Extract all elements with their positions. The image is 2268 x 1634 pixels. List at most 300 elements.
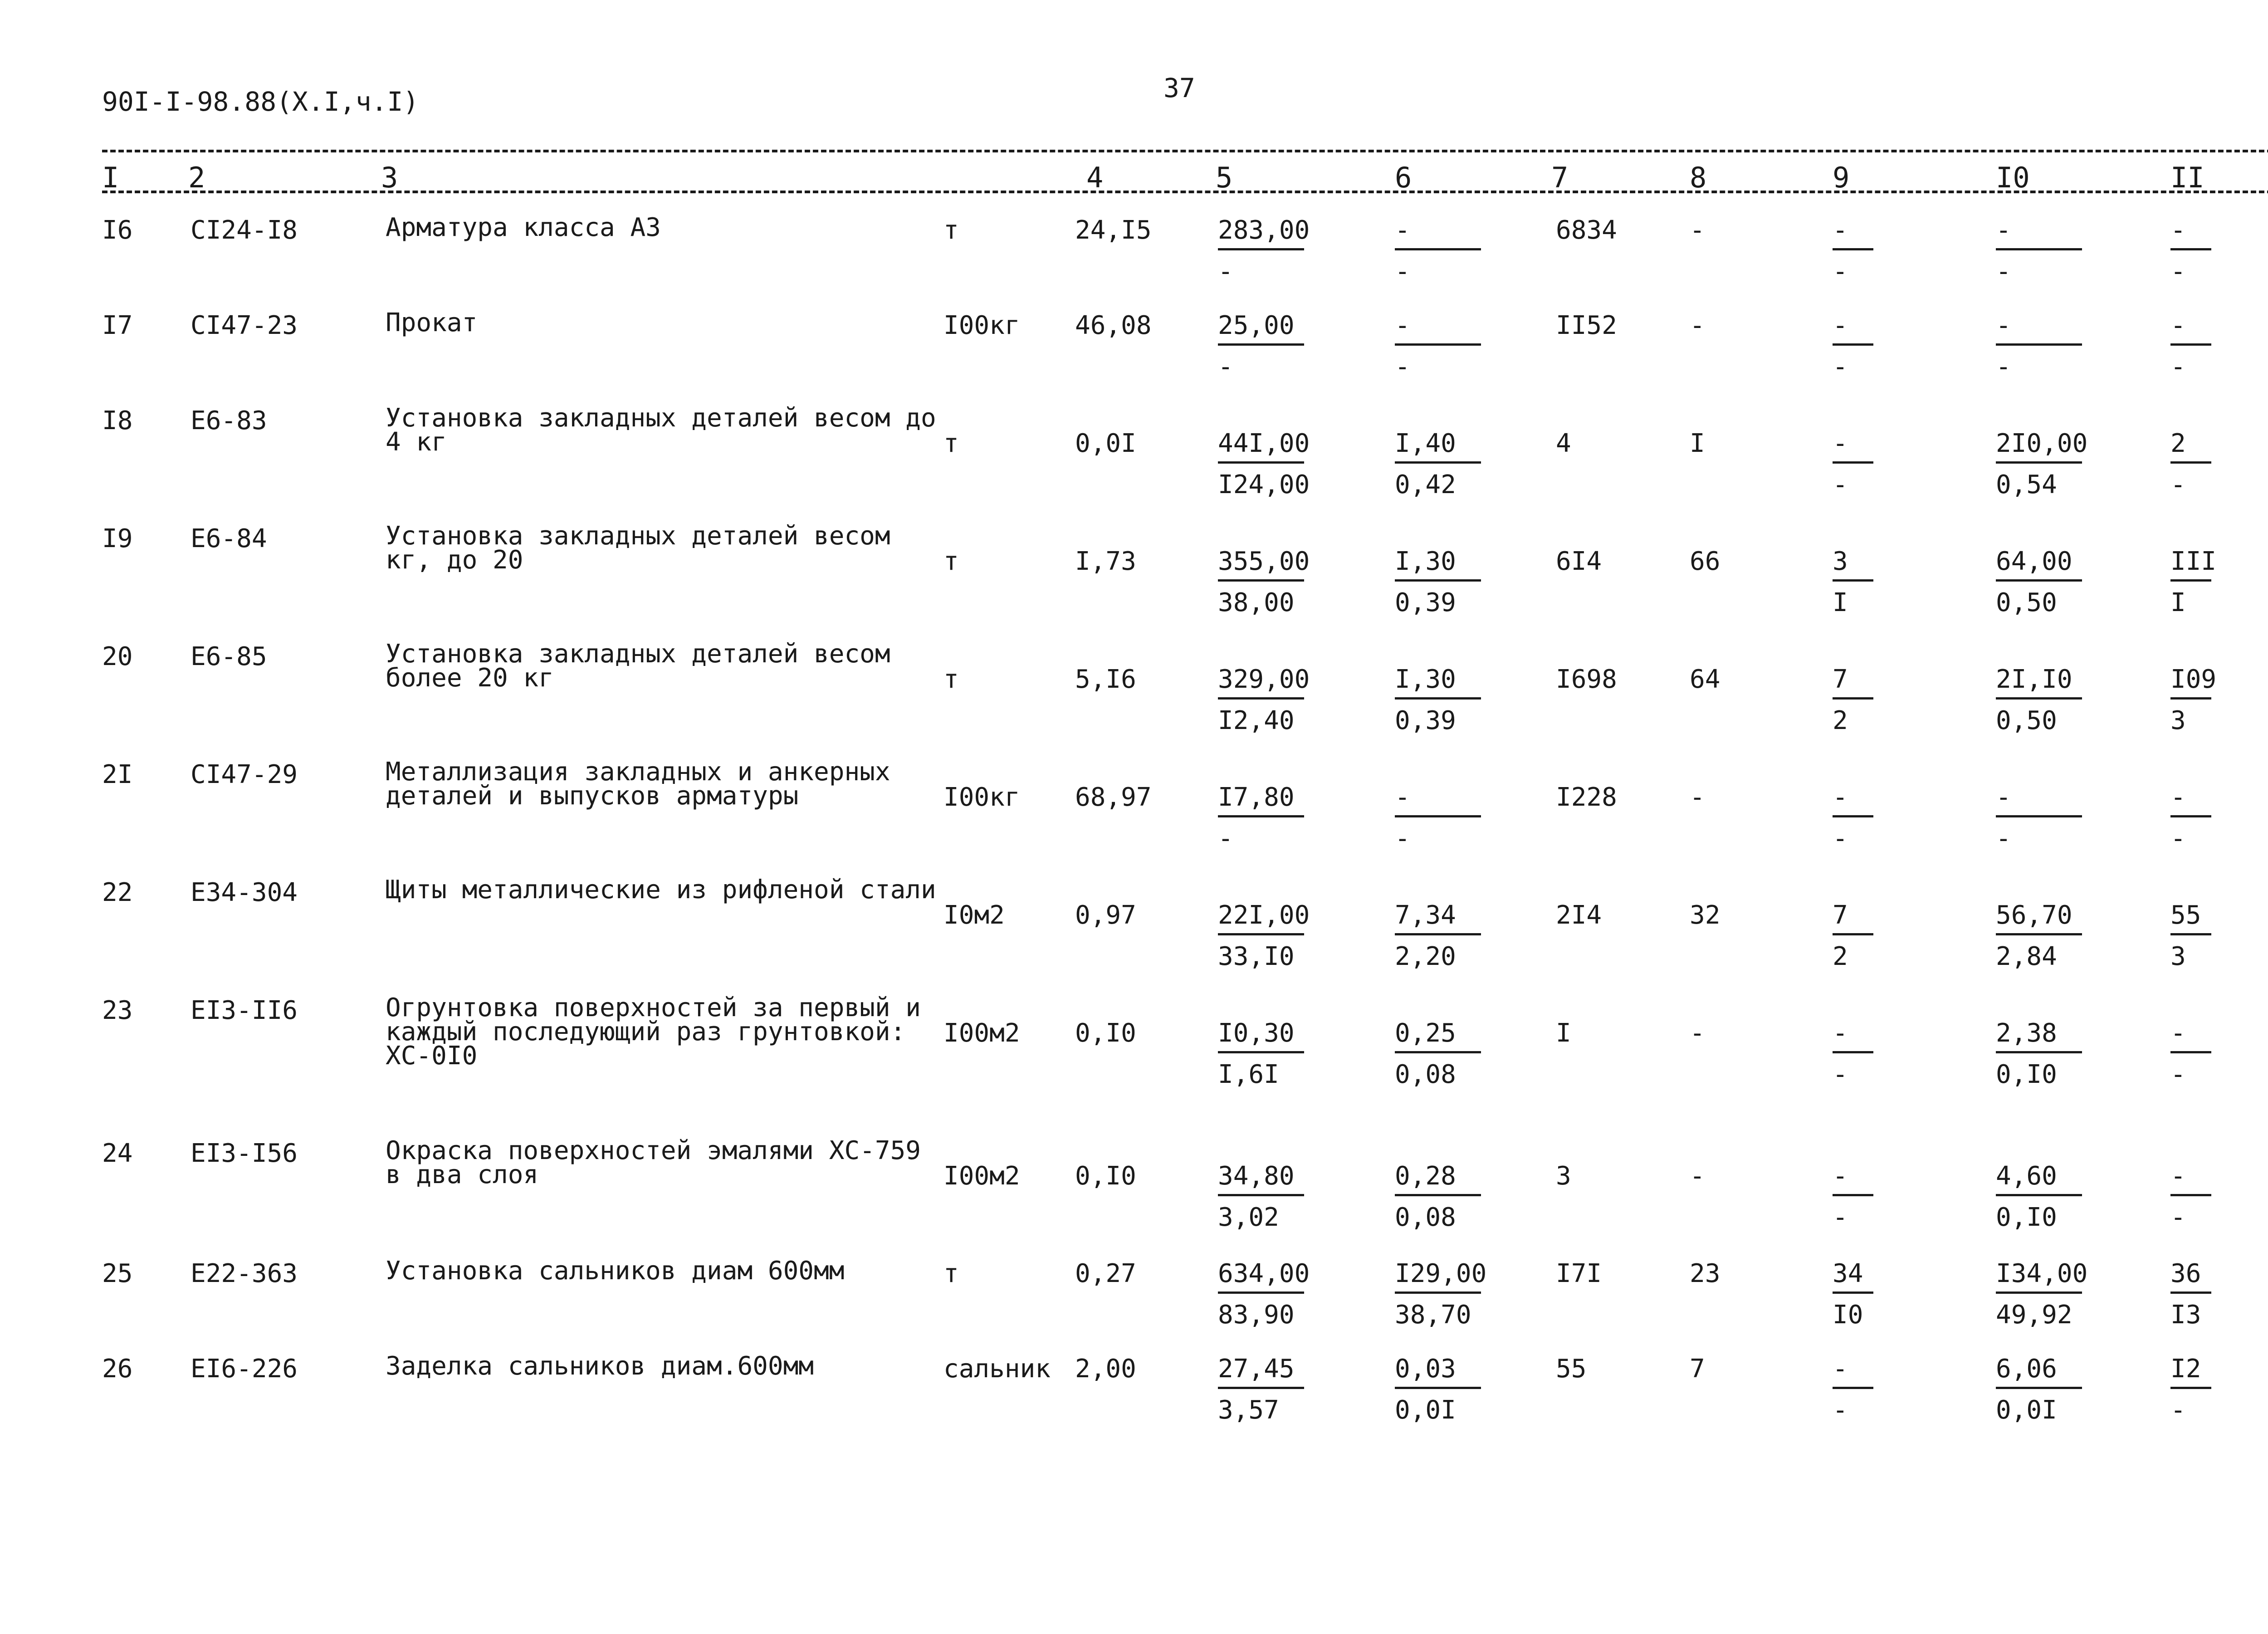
col-11-value-numerator: - (2170, 311, 2186, 340)
quantity: I,73 (1075, 547, 1136, 576)
col-6-value-denominator: 0,08 (1395, 1060, 1456, 1089)
col-6-value-denominator: - (1395, 824, 1410, 853)
header-col-11: II (2170, 161, 2204, 194)
fraction-bar (1395, 697, 1481, 700)
col-10-value (1996, 547, 2091, 616)
col-5-value-denominator: 3,57 (1218, 1395, 1279, 1425)
col-7-value: I7I (1556, 1259, 1602, 1288)
col-8-value: - (1690, 1161, 1705, 1191)
header-bottom-rule (102, 191, 2268, 193)
unit: т (943, 215, 959, 245)
col-6-value-numerator: 0,28 (1395, 1161, 1456, 1191)
unit: I0м2 (943, 900, 1005, 930)
col-11-value-denominator: - (2170, 352, 2186, 382)
unit: I00м2 (943, 1161, 1020, 1191)
col-5-value-numerator: 34,80 (1218, 1161, 1295, 1191)
fraction-bar (1218, 1292, 1304, 1294)
unit: т (943, 429, 959, 458)
col-9-value-numerator: 7 (1833, 665, 1848, 694)
col-6-value-denominator: 0,39 (1395, 588, 1456, 617)
col-9-value-denominator: - (1833, 1203, 1848, 1232)
fraction-bar (2170, 1387, 2211, 1389)
col-11-value-numerator: I09 (2170, 665, 2217, 694)
fraction-bar (1218, 933, 1304, 935)
unit: т (943, 547, 959, 576)
col-5-value-numerator: 283,00 (1218, 215, 1310, 245)
quantity: 0,I0 (1075, 1161, 1136, 1191)
col-7-value: 2I4 (1556, 900, 1602, 930)
col-10-value-denominator: 0,I0 (1996, 1203, 2057, 1232)
col-10-value-denominator: 2,84 (1996, 942, 2057, 971)
col-6-value (1395, 665, 1490, 734)
fraction-bar (1996, 1051, 2082, 1053)
col-7-value: I698 (1556, 665, 1617, 694)
col-9-value-denominator: 2 (1833, 706, 1848, 735)
col-11-value-numerator: - (2170, 1161, 2186, 1191)
col-8-value: I (1690, 429, 1705, 458)
col-5-value-numerator: 355,00 (1218, 547, 1310, 576)
col-9-value (1833, 783, 1878, 852)
fraction-bar (1395, 343, 1481, 346)
col-10-value-denominator: - (1996, 824, 2011, 853)
col-11-value-denominator: - (2170, 824, 2186, 853)
col-10-value (1996, 215, 2091, 285)
col-6-value (1395, 783, 1490, 852)
rate-code: ЕI3-II6 (191, 996, 298, 1025)
col-5-value (1218, 1018, 1313, 1088)
col-6-value-numerator: I,30 (1395, 665, 1456, 694)
col-9-value-numerator: 3 (1833, 547, 1848, 576)
rate-code: Е6-84 (191, 524, 267, 553)
col-10-value-denominator: - (1996, 352, 2011, 382)
document-code: 90I-I-98.88(X.I,ч.I) (102, 86, 419, 117)
work-name: Окраска поверхностей эмалями ХС-759 в два слоя (386, 1136, 921, 1190)
quantity: 0,97 (1075, 900, 1136, 930)
col-8-value: - (1690, 783, 1705, 812)
col-6-value-numerator: - (1395, 215, 1410, 245)
col-10-value-numerator: 64,00 (1996, 547, 2072, 576)
fraction-bar (1218, 1387, 1304, 1389)
unit: т (943, 1259, 959, 1288)
col-10-value-numerator: 4,60 (1996, 1161, 2057, 1191)
col-5-value-denominator: - (1218, 257, 1233, 286)
header-col-5: 5 (1216, 161, 1233, 194)
col-10-value (1996, 1018, 2091, 1088)
fraction-bar (2170, 579, 2211, 582)
header-col-3: 3 (381, 161, 398, 194)
fraction-bar (1833, 579, 1873, 582)
col-9-value-denominator: - (1833, 470, 1848, 499)
col-9-value-denominator: - (1833, 1060, 1848, 1089)
col-9-value-denominator: 2 (1833, 942, 1848, 971)
col-11-value (2170, 783, 2216, 852)
fraction-bar (1833, 1387, 1873, 1389)
header-col-10: I0 (1996, 161, 2030, 194)
col-5-value-denominator: - (1218, 824, 1233, 853)
col-9-value (1833, 311, 1878, 380)
col-10-value-numerator: I34,00 (1996, 1259, 2088, 1288)
rate-code: Е6-85 (191, 642, 267, 671)
fraction-bar (2170, 1292, 2211, 1294)
col-11-value-numerator: 55 (2170, 900, 2201, 930)
quantity: 0,I0 (1075, 1018, 1136, 1048)
col-6-value-denominator: 0,0I (1395, 1395, 1456, 1425)
col-5-value-denominator: 33,I0 (1218, 942, 1295, 971)
col-9-value (1833, 1259, 1878, 1328)
col-10-value (1996, 1259, 2091, 1328)
col-6-value-numerator: 0,03 (1395, 1354, 1456, 1384)
fraction-bar (1833, 1292, 1873, 1294)
col-11-value-denominator: - (2170, 1203, 2186, 1232)
header-col-4: 4 (1086, 161, 1104, 194)
fraction-bar (1218, 579, 1304, 582)
work-name: Установка закладных деталей весом кг, до 20 (386, 521, 890, 575)
col-9-value-denominator: I0 (1833, 1300, 1863, 1330)
row-number: 25 (102, 1259, 133, 1288)
fraction-bar (2170, 1194, 2211, 1196)
col-10-value-denominator: 0,0I (1996, 1395, 2057, 1425)
col-9-value-numerator: - (1833, 1354, 1848, 1384)
fraction-bar (1395, 579, 1481, 582)
col-8-value: 32 (1690, 900, 1721, 930)
header-top-rule (102, 150, 2268, 152)
work-name: Заделка сальников диам.600мм (386, 1351, 814, 1381)
col-10-value-numerator: 2I0,00 (1996, 429, 2088, 458)
rate-code: Е6-83 (191, 406, 267, 435)
col-5-value (1218, 429, 1313, 498)
row-number: I8 (102, 406, 133, 435)
fraction-bar (1996, 1292, 2082, 1294)
col-11-value-numerator: I2 (2170, 1354, 2201, 1384)
quantity: 5,I6 (1075, 665, 1136, 694)
rate-code: СI24-I8 (191, 215, 298, 245)
header-col-2: 2 (188, 161, 205, 194)
col-11-value (2170, 1354, 2216, 1424)
col-5-value (1218, 215, 1313, 285)
col-9-value-denominator: I (1833, 588, 1848, 617)
col-8-value: - (1690, 311, 1705, 340)
col-9-value-numerator: - (1833, 1161, 1848, 1191)
col-6-value-numerator: - (1395, 311, 1410, 340)
col-7-value: 4 (1556, 429, 1571, 458)
col-9-value-denominator: - (1833, 824, 1848, 853)
col-9-value (1833, 1161, 1878, 1231)
col-5-value-numerator: 44I,00 (1218, 429, 1310, 458)
row-number: I9 (102, 524, 133, 553)
fraction-bar (1218, 815, 1304, 817)
col-6-value-denominator: 0,39 (1395, 706, 1456, 735)
col-11-value (2170, 1259, 2216, 1328)
fraction-bar (1218, 1194, 1304, 1196)
rate-code: Е34-304 (191, 878, 298, 907)
col-10-value-numerator: 2I,I0 (1996, 665, 2072, 694)
fraction-bar (1833, 343, 1873, 346)
unit: сальник (943, 1354, 1051, 1384)
col-11-value (2170, 429, 2216, 498)
col-6-value (1395, 1354, 1490, 1424)
col-8-value: - (1690, 1018, 1705, 1048)
fraction-bar (1833, 815, 1873, 817)
fraction-bar (1996, 933, 2082, 935)
col-9-value-numerator: - (1833, 311, 1848, 340)
col-5-value (1218, 665, 1313, 734)
col-9-value-numerator: - (1833, 215, 1848, 245)
col-9-value (1833, 1354, 1878, 1424)
col-11-value-numerator: 36 (2170, 1259, 2201, 1288)
col-9-value (1833, 429, 1878, 498)
rate-code: ЕI6-226 (191, 1354, 298, 1384)
col-9-value (1833, 900, 1878, 970)
col-5-value-denominator: I2,40 (1218, 706, 1295, 735)
unit: I00кг (943, 783, 1020, 812)
work-name: Прокат (386, 308, 478, 338)
fraction-bar (2170, 815, 2211, 817)
fraction-bar (1395, 815, 1481, 817)
col-5-value-numerator: 27,45 (1218, 1354, 1295, 1384)
col-10-value-denominator: 49,92 (1996, 1300, 2072, 1330)
col-11-value-denominator: I (2170, 588, 2186, 617)
col-7-value: 55 (1556, 1354, 1587, 1384)
row-number: I6 (102, 215, 133, 245)
col-5-value (1218, 1354, 1313, 1424)
fraction-bar (1395, 1292, 1481, 1294)
quantity: 46,08 (1075, 311, 1152, 340)
col-7-value: 3 (1556, 1161, 1571, 1191)
col-8-value: 66 (1690, 547, 1721, 576)
fraction-bar (1996, 343, 2082, 346)
col-9-value-denominator: - (1833, 1395, 1848, 1425)
header-col-9: 9 (1833, 161, 1850, 194)
row-number: I7 (102, 311, 133, 340)
header-col-1: I (102, 161, 119, 194)
col-6-value (1395, 1161, 1490, 1231)
col-11-value-denominator: - (2170, 470, 2186, 499)
col-5-value (1218, 547, 1313, 616)
row-number: 26 (102, 1354, 133, 1384)
col-10-value (1996, 900, 2091, 970)
col-6-value-numerator: I29,00 (1395, 1259, 1487, 1288)
col-6-value-denominator: - (1395, 352, 1410, 382)
col-6-value-denominator: 0,42 (1395, 470, 1456, 499)
col-9-value-denominator: - (1833, 257, 1848, 286)
fraction-bar (1395, 248, 1481, 250)
fraction-bar (1218, 343, 1304, 346)
quantity: 0,27 (1075, 1259, 1136, 1288)
fraction-bar (2170, 933, 2211, 935)
fraction-bar (1218, 461, 1304, 464)
fraction-bar (2170, 1051, 2211, 1053)
col-7-value: 6I4 (1556, 547, 1602, 576)
fraction-bar (2170, 343, 2211, 346)
rate-code: ЕI3-I56 (191, 1139, 298, 1168)
fraction-bar (1996, 579, 2082, 582)
col-10-value-numerator: - (1996, 783, 2011, 812)
col-5-value-denominator: 83,90 (1218, 1300, 1295, 1330)
col-5-value-denominator: - (1218, 352, 1233, 382)
col-6-value-denominator: 0,08 (1395, 1203, 1456, 1232)
col-11-value-denominator: - (2170, 257, 2186, 286)
fraction-bar (1833, 461, 1873, 464)
work-name: Металлизация закладных и анкерных деталей и выпусков арматуры (386, 757, 890, 811)
col-5-value-denominator: 3,02 (1218, 1203, 1279, 1232)
col-5-value (1218, 1259, 1313, 1328)
col-5-value-numerator: 25,00 (1218, 311, 1295, 340)
quantity: 24,I5 (1075, 215, 1152, 245)
col-6-value (1395, 1018, 1490, 1088)
col-6-value-numerator: I,30 (1395, 547, 1456, 576)
fraction-bar (1996, 1194, 2082, 1196)
work-name: Установка закладных деталей весом до 4 кг (386, 403, 936, 457)
quantity: 0,0I (1075, 429, 1136, 458)
col-10-value-denominator: - (1996, 257, 2011, 286)
col-11-value-denominator: - (2170, 1060, 2186, 1089)
col-11-value (2170, 1161, 2216, 1231)
col-9-value (1833, 215, 1878, 285)
col-6-value-numerator: 0,25 (1395, 1018, 1456, 1048)
fraction-bar (1395, 933, 1481, 935)
col-5-value (1218, 311, 1313, 380)
col-5-value-denominator: 38,00 (1218, 588, 1295, 617)
col-10-value-numerator: 6,06 (1996, 1354, 2057, 1384)
fraction-bar (1996, 697, 2082, 700)
quantity: 2,00 (1075, 1354, 1136, 1384)
rate-code: Е22-363 (191, 1259, 298, 1288)
col-7-value: II52 (1556, 311, 1617, 340)
col-9-value-numerator: 34 (1833, 1259, 1863, 1288)
col-9-value-numerator: - (1833, 783, 1848, 812)
fraction-bar (2170, 461, 2211, 464)
unit: I00кг (943, 311, 1020, 340)
fraction-bar (1395, 1051, 1481, 1053)
fraction-bar (1833, 1194, 1873, 1196)
col-5-value-numerator: 329,00 (1218, 665, 1310, 694)
col-10-value-numerator: 2,38 (1996, 1018, 2057, 1048)
quantity: 68,97 (1075, 783, 1152, 812)
unit: т (943, 665, 959, 694)
col-10-value (1996, 665, 2091, 734)
fraction-bar (1218, 248, 1304, 250)
col-5-value-numerator: 634,00 (1218, 1259, 1310, 1288)
col-6-value (1395, 547, 1490, 616)
col-11-value (2170, 547, 2216, 616)
work-name: Установка закладных деталей весом более 20 кг (386, 639, 890, 693)
fraction-bar (1833, 933, 1873, 935)
col-6-value-denominator: - (1395, 257, 1410, 286)
col-6-value-denominator: 38,70 (1395, 1300, 1471, 1330)
col-8-value: 7 (1690, 1354, 1705, 1384)
col-11-value-denominator: - (2170, 1395, 2186, 1425)
col-11-value (2170, 665, 2216, 734)
col-9-value-denominator: - (1833, 352, 1848, 382)
col-10-value (1996, 1161, 2091, 1231)
fraction-bar (1996, 248, 2082, 250)
col-5-value (1218, 783, 1313, 852)
header-col-7: 7 (1551, 161, 1569, 194)
rate-code: СI47-23 (191, 311, 298, 340)
col-9-value (1833, 547, 1878, 616)
col-7-value: I228 (1556, 783, 1617, 812)
col-11-value-numerator: - (2170, 783, 2186, 812)
col-11-value-numerator: 2 (2170, 429, 2186, 458)
col-10-value (1996, 1354, 2091, 1424)
col-9-value-numerator: - (1833, 429, 1848, 458)
work-name: Установка сальников диам 600мм (386, 1256, 845, 1286)
fraction-bar (1996, 461, 2082, 464)
col-6-value (1395, 429, 1490, 498)
col-10-value-denominator: 0,I0 (1996, 1060, 2057, 1089)
row-number: 2I (102, 760, 133, 789)
col-11-value-numerator: - (2170, 215, 2186, 245)
col-6-value-denominator: 2,20 (1395, 942, 1456, 971)
col-10-value-denominator: 0,50 (1996, 706, 2057, 735)
col-11-value (2170, 1018, 2216, 1088)
col-7-value: I (1556, 1018, 1571, 1048)
col-6-value (1395, 311, 1490, 380)
col-9-value (1833, 1018, 1878, 1088)
work-name: Арматура класса А3 (386, 213, 661, 242)
col-8-value: - (1690, 215, 1705, 245)
col-11-value-denominator: 3 (2170, 942, 2186, 971)
fraction-bar (1218, 697, 1304, 700)
col-8-value: 64 (1690, 665, 1721, 694)
col-10-value-numerator: - (1996, 215, 2011, 245)
col-11-value (2170, 215, 2216, 285)
col-10-value (1996, 429, 2091, 498)
fraction-bar (1833, 248, 1873, 250)
row-number: 23 (102, 996, 133, 1025)
col-6-value-numerator: 7,34 (1395, 900, 1456, 930)
col-11-value (2170, 900, 2216, 970)
col-9-value (1833, 665, 1878, 734)
fraction-bar (1395, 1387, 1481, 1389)
col-8-value: 23 (1690, 1259, 1721, 1288)
rate-code: СI47-29 (191, 760, 298, 789)
col-11-value-numerator: - (2170, 1018, 2186, 1048)
col-11-value-numerator: III (2170, 547, 2217, 576)
col-10-value (1996, 783, 2091, 852)
fraction-bar (1996, 1387, 2082, 1389)
col-5-value-numerator: 22I,00 (1218, 900, 1310, 930)
col-11-value-denominator: 3 (2170, 706, 2186, 735)
col-6-value (1395, 900, 1490, 970)
col-10-value (1996, 311, 2091, 380)
row-number: 24 (102, 1139, 133, 1168)
col-6-value-numerator: - (1395, 783, 1410, 812)
col-6-value-numerator: I,40 (1395, 429, 1456, 458)
fraction-bar (2170, 248, 2211, 250)
fraction-bar (1218, 1051, 1304, 1053)
col-11-value-denominator: I3 (2170, 1300, 2201, 1330)
fraction-bar (2170, 697, 2211, 700)
col-11-value (2170, 311, 2216, 380)
fraction-bar (1395, 1194, 1481, 1196)
col-6-value (1395, 215, 1490, 285)
col-10-value-numerator: 56,70 (1996, 900, 2072, 930)
col-7-value: 6834 (1556, 215, 1617, 245)
fraction-bar (1395, 461, 1481, 464)
col-5-value-numerator: I7,80 (1218, 783, 1295, 812)
col-10-value-denominator: 0,54 (1996, 470, 2057, 499)
col-10-value-numerator: - (1996, 311, 2011, 340)
col-5-value-numerator: I0,30 (1218, 1018, 1295, 1048)
row-number: 20 (102, 642, 133, 671)
header-col-6: 6 (1395, 161, 1412, 194)
col-6-value (1395, 1259, 1490, 1328)
col-5-value (1218, 900, 1313, 970)
col-5-value-denominator: I24,00 (1218, 470, 1310, 499)
col-10-value-denominator: 0,50 (1996, 588, 2057, 617)
row-number: 22 (102, 878, 133, 907)
